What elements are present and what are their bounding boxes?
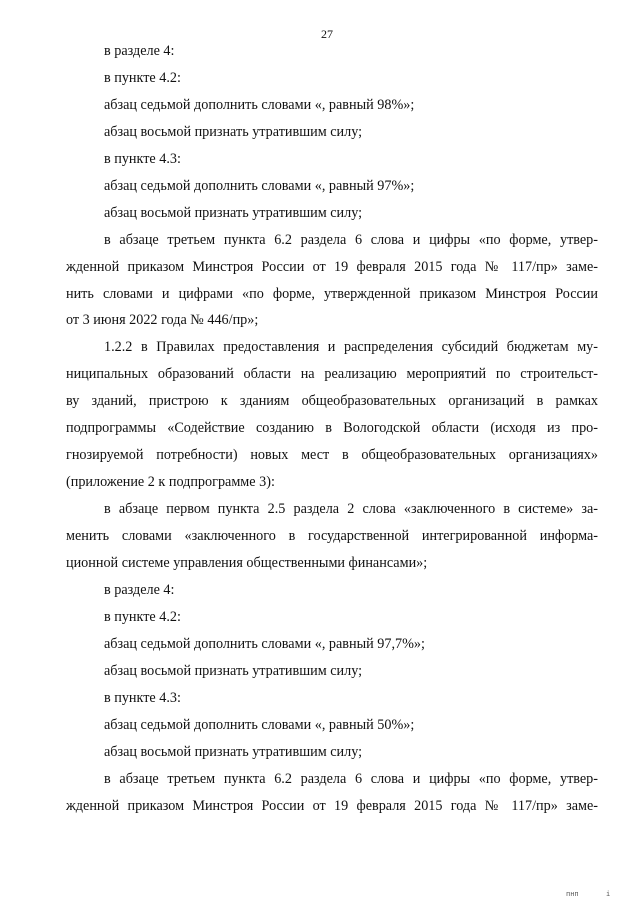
text-line: абзац восьмой признать утратившим силу; xyxy=(104,744,363,760)
text-line: в абзаце третьем пункта 6.2 раздела 6 слова и цифры «по форме, утвер- xyxy=(104,771,598,787)
text-line: в абзаце первом пункта 2.5 раздела 2 слова «заключенного в системе» за- xyxy=(104,501,598,517)
text-line: 1.2.2 в Правилах предоставления и распределения субсидий бюджетам му- xyxy=(104,339,598,355)
text-line: в абзаце третьем пункта 6.2 раздела 6 слова и цифры «по форме, утвер- xyxy=(104,232,598,248)
page-number: 27 xyxy=(321,27,333,41)
text-line: от 3 июня 2022 года № 446/пр»; xyxy=(66,312,259,328)
text-line: (приложение 2 к подпрограмме 3): xyxy=(66,474,275,490)
text-line: менить словами «заключенного в государственной интегрированной информа- xyxy=(66,528,598,544)
text-line: ниципальных образований области на реализацию мероприятий по строительст- xyxy=(66,366,598,382)
text-line: нить словами и цифрами «по форме, утвержденной приказом Минстроя России xyxy=(66,286,598,302)
text-line: в разделе 4: xyxy=(104,582,175,598)
text-line: подпрограммы «Содействие созданию в Вологодской области (исходя из про- xyxy=(66,420,598,436)
footer-mark: пнп xyxy=(566,890,579,898)
text-line: жденной приказом Минстроя России от 19 февраля 2015 года № 117/пр» заме- xyxy=(66,798,598,814)
text-line: гнозируемой потребности) новых мест в общеобразовательных организациях» xyxy=(66,447,598,463)
text-line: жденной приказом Минстроя России от 19 февраля 2015 года № 117/пр» заме- xyxy=(66,259,598,275)
text-line: в разделе 4: xyxy=(104,43,175,59)
text-line: в пункте 4.2: xyxy=(104,70,181,86)
text-line: абзац седьмой дополнить словами «, равный 97,7%»; xyxy=(104,636,425,652)
text-line: в пункте 4.3: xyxy=(104,151,181,167)
text-line: ционной системе управления общественными финансами»; xyxy=(66,555,428,571)
text-line: в пункте 4.2: xyxy=(104,609,181,625)
text-line: абзац восьмой признать утратившим силу; xyxy=(104,124,363,140)
footer-mark: і xyxy=(606,890,611,898)
text-line: в пункте 4.3: xyxy=(104,690,181,706)
text-line: абзац восьмой признать утратившим силу; xyxy=(104,663,363,679)
text-line: ву зданий, пристрою к зданиям общеобразовательных организаций в рамках xyxy=(66,393,598,409)
text-line: абзац седьмой дополнить словами «, равный 98%»; xyxy=(104,97,415,113)
text-line: абзац седьмой дополнить словами «, равный 50%»; xyxy=(104,717,415,733)
text-line: абзац восьмой признать утратившим силу; xyxy=(104,205,363,221)
text-line: абзац седьмой дополнить словами «, равный 97%»; xyxy=(104,178,415,194)
